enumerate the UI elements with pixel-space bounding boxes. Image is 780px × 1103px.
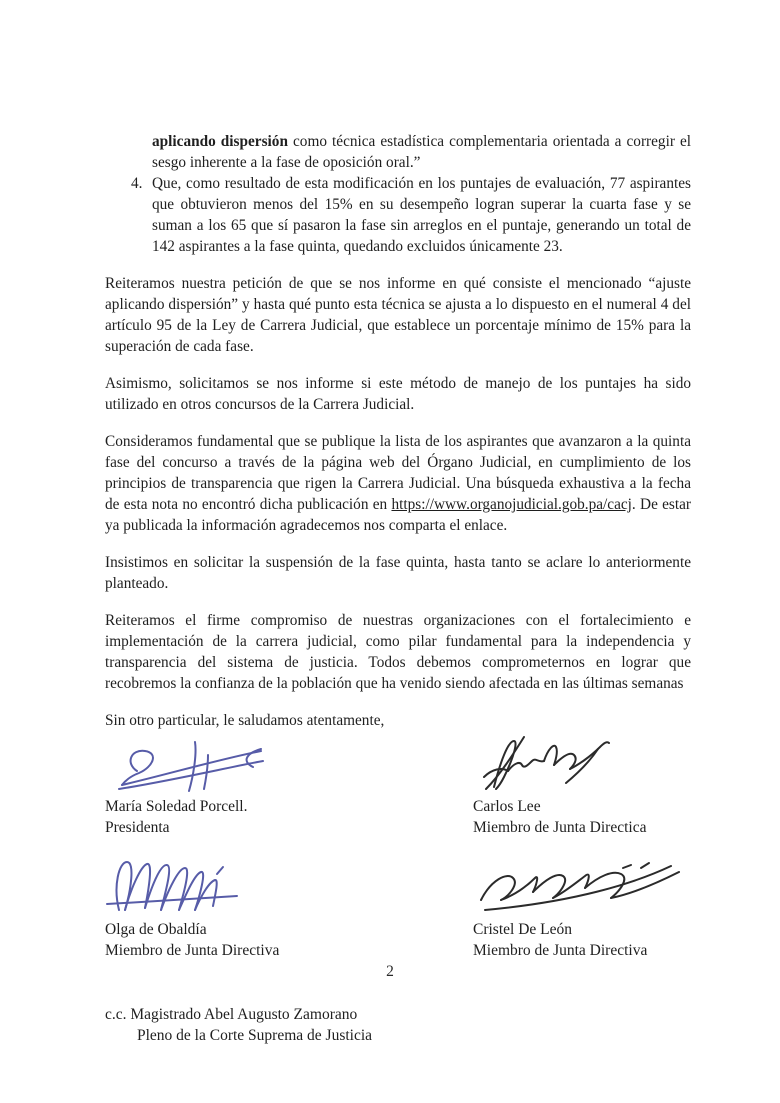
paragraph-consideramos [105,431,691,536]
cc-line-1: c.c. Magistrado Abel Augusto Zamorano [105,1006,358,1023]
paragraph-reiteramos-peticion: Reiteramos nuestra petición de que se nos informe en qué consiste el mencionado “ajuste aplicando dispersión” y hasta qué punto esta técnica se ajusta a lo dispuesto en el numeral 4 del artículo 95 de la Ley de Carrera Judicial, que establece un porcentaje mínimo de 15% para la superación de cada fase. [105,275,691,355]
numbered-item-4 [105,173,691,257]
signature-olga-de-obaldia [105,854,473,961]
quote-continuation [105,131,691,173]
list-number: 4. [131,175,143,192]
signer-name: María Soledad Porcell. [105,798,248,815]
signer-name: Carlos Lee [473,798,541,815]
letter-body [105,0,691,1046]
signer-name: Cristel De León [473,921,573,938]
link-paragraph-before: Consideramos fundamental que se publique la lista de los aspirantes que avanzaron a la quinta fase del concurso a través de la página web del Órgano Judicial, en cumplimiento de los principios de transparencia que rigen la Carrera Judicial. Una búsqueda exhaustiva a la fecha de esta nota no encontró dicha publicación en [105,433,691,513]
signature-maria-soledad-porcell [105,739,473,838]
carlos-lee-signature-image [473,739,691,793]
signer-title: Presidenta [105,819,170,836]
paragraph-closing: Sin otro particular, le saludamos atentamente, [105,712,385,729]
signer-title: Miembro de Junta Directiva [473,942,648,959]
page-number: 2 [386,963,394,980]
paragraph-insistimos: Insistimos en solicitar la suspensión de la fase quinta, hasta tanto se aclare lo anteriormente planteado. [105,554,691,592]
signature-carlos-lee [473,739,691,838]
link-paragraph-after: . De estar ya publicada la información agradecemos nos comparta el enlace. [105,496,692,534]
paragraph-asimismo: Asimismo, solicitamos se nos informe si este método de manejo de los puntajes ha sido utilizado en otros concursos de la Carrera Judicial. [105,375,691,413]
signature-block [105,739,691,961]
maria-porcell-signature-image [105,739,473,793]
quote-rest-text: como técnica estadística complementaria orientada a corregir el sesgo inherente a la fase de oposición oral.” [152,133,691,171]
cristel-de-leon-signature-image [473,854,691,916]
signer-name: Olga de Obaldía [105,921,207,938]
list-item-text: Que, como resultado de esta modificación en los puntajes de evaluación, 77 aspirantes que obtuvieron menos del 15% en su desempeño logran superar la cuarta fase y se suman a los 65 que sí pasaron la fase sin arreglos en el puntaje, generando un total de 142 aspirantes a la fase quinta, quedando excluidos únicamente 23. [152,175,691,255]
cc-block [105,1004,691,1046]
paragraph-reiteramos-compromiso: Reiteramos el firme compromiso de nuestras organizaciones con el fortalecimiento e implementación de la carrera judicial, como pilar fundamental para la independencia y transparencia del sistema de justicia. Todos debemos comprometernos en lograr que recobremos la confianza de la población que ha venido siendo afectada en las últimas semanas [105,612,691,692]
cc-line-2: Pleno de la Corte Suprema de Justicia [137,1027,373,1044]
organo-judicial-link[interactable]: https://www.organojudicial.gob.pa/cacj [391,496,632,513]
signature-cristel-de-leon [473,854,691,961]
signer-title: Miembro de Junta Directiva [105,942,280,959]
signer-title: Miembro de Junta Directica [473,819,647,836]
olga-obaldia-signature-image [105,854,473,916]
quote-bold-phrase: aplicando dispersión [152,133,288,150]
